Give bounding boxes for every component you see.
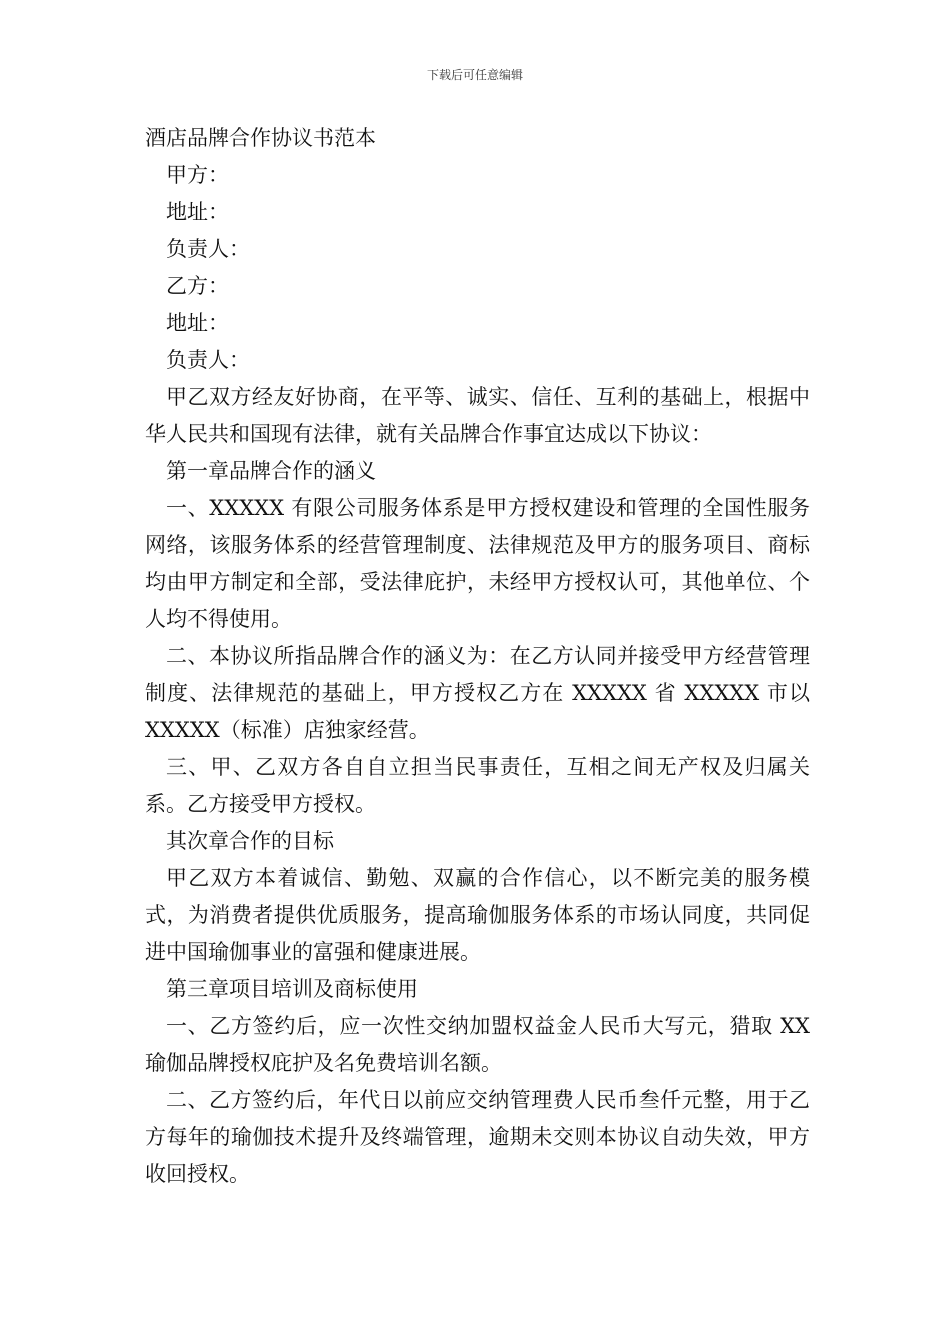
chapter1-heading: 第一章品牌合作的涵义 [166, 459, 376, 483]
party-b-person: 负责人： [166, 348, 250, 372]
document-body [145, 120, 810, 1193]
chapter1-clause-1: 一、XXXXX 有限公司服务体系是甲方授权建设和管理的全国性服务网络，该服务体系的经营管理制度、法律规范及甲方的服务项目、商标均由甲方制定和全部，受法律庇护，未经甲方授权认可，其他单位、个人均不得使用。 [145, 496, 810, 631]
chapter2-heading: 其次章合作的目标 [166, 829, 334, 853]
chapter2-paragraph: 甲乙双方本着诚信、勤勉、双赢的合作信心，以不断完美的服务模式，为消费者提供优质服务，提高瑜伽服务体系的市场认同度，共同促进中国瑜伽事业的富强和健康进展。 [145, 866, 810, 964]
document-title: 酒店品牌合作协议书范本 [145, 126, 376, 150]
chapter1-clause-2: 二、本协议所指品牌合作的涵义为：在乙方认同并接受甲方经营管理制度、法律规范的基础上，甲方授权乙方在 XXXXX 省 XXXXX 市以 XXXXX（标准）店独家经营。 [145, 644, 810, 742]
chapter3-clause-2: 二、乙方签约后，年代日以前应交纳管理费人民币叁仟元整，用于乙方每年的瑜伽技术提升及终端管理，逾期未交则本协议自动失效，甲方收回授权。 [145, 1088, 810, 1186]
chapter1-clause-3: 三、甲、乙双方各自自立担当民事责任，互相之间无产权及归属关系。乙方接受甲方授权。 [145, 755, 810, 816]
party-b-address: 地址： [166, 311, 229, 335]
chapter3-heading: 第三章项目培训及商标使用 [166, 977, 418, 1001]
intro-paragraph: 甲乙双方经友好协商，在平等、诚实、信任、互利的基础上，根据中华人民共和国现有法律，就有关品牌合作事宜达成以下协议： [145, 385, 810, 446]
party-a-label: 甲方： [166, 163, 229, 187]
party-a-address: 地址： [166, 200, 229, 224]
party-b-label: 乙方： [166, 274, 229, 298]
page-header: 下载后可任意编辑 [426, 68, 523, 82]
chapter3-clause-1: 一、乙方签约后，应一次性交纳加盟权益金人民币大写元，猎取 XX 瑜伽品牌授权庇护及名免费培训名额。 [145, 1014, 810, 1075]
party-a-person: 负责人： [166, 237, 250, 261]
